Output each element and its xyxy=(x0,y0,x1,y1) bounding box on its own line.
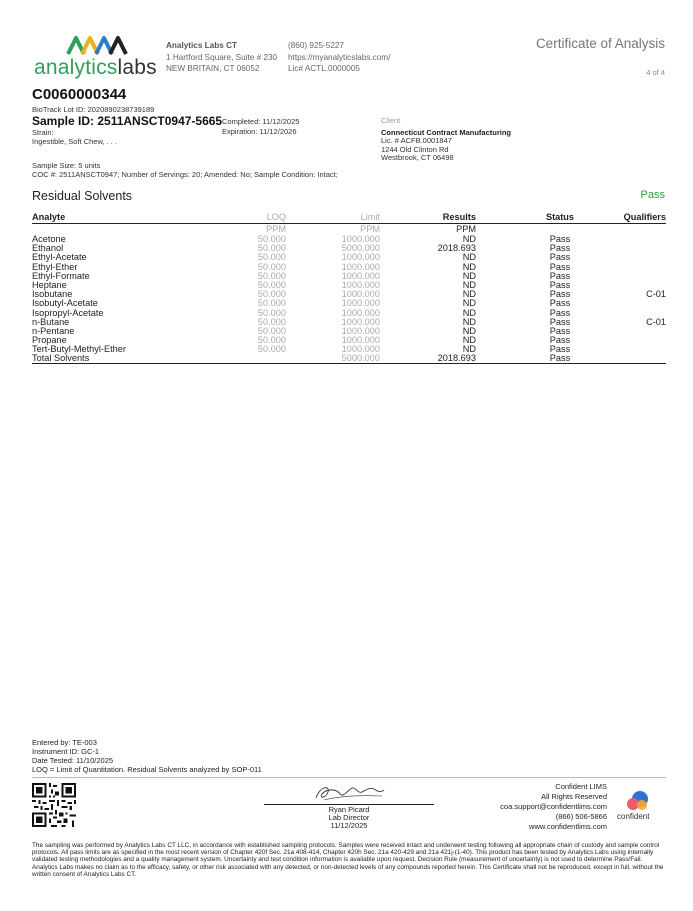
biotrack-lot-id: BioTrack Lot ID: 2020890238739189 xyxy=(32,105,155,114)
lims-name: Confident LIMS xyxy=(555,782,607,791)
section-title: Residual Solvents xyxy=(32,189,133,203)
cell-analyte: Acetone xyxy=(32,234,66,244)
cell-limit: 1000.000 xyxy=(341,335,380,346)
lims-phone: (866) 506-5866 xyxy=(555,812,607,821)
cell-limit: 1000.000 xyxy=(341,289,380,300)
cell-limit: 1000.000 xyxy=(341,325,380,336)
cell-status: Pass xyxy=(549,307,571,318)
cell-status: Pass xyxy=(549,325,571,336)
cell-limit: 1000.000 xyxy=(341,316,380,327)
cell-result: ND xyxy=(462,316,476,327)
residual-solvents-table xyxy=(32,212,666,364)
cell-analyte: Isopropyl-Acetate xyxy=(32,307,104,318)
col-analyte: Analyte xyxy=(32,212,66,222)
cell-limit: 1000.000 xyxy=(341,270,380,281)
loq-note: LOQ = Limit of Quantitation. Residual Solvents analyzed by SOP-011 xyxy=(32,765,262,774)
cell-limit: 1000.000 xyxy=(341,344,380,355)
cell-result: ND xyxy=(462,261,476,272)
document-id: C0060000344 xyxy=(32,86,127,103)
cell-limit: 1000.000 xyxy=(341,261,380,272)
unit-limit: PPM xyxy=(360,224,380,234)
client-license: Lic. # ACFB.0001847 xyxy=(381,136,452,146)
cell-analyte: n-Butane xyxy=(32,316,70,327)
cell-limit: 1000.000 xyxy=(341,307,380,318)
cell-result: ND xyxy=(462,270,476,281)
page-number: 4 of 4 xyxy=(646,68,665,77)
cell-loq: 50.000 xyxy=(257,289,286,300)
certificate-title: Certificate of Analysis xyxy=(535,36,665,51)
footer-divider xyxy=(32,777,666,778)
confident-logo-word: confident xyxy=(617,812,650,821)
legal-disclaimer: The sampling was performed by Analytics Labs CT LLC, in accordance with established sampling protocols. Samples were received intact and underwent testing following all appropriate chain of custody and sample control protocols. All pass limits are as specified in the most recent version of Chapter 420f Sec. 21a 408-414, Chapter 420h Sec. 21a 420-429 and 21a 421j-(1-40). This product has been tested by Analytics Labs using internally validated testing methodologies and a quality management system. Uncertainty and test condition information is available upon request. Decision Rule (measurement of uncertainty) is not used to determine Pass/Fail. Analytics Labs makes no claim as to the efficacy, safety, or other risk associated with any detected, or non-detected levels of any compounds reported herein. This Certificate shall not be reproduced, except in full, without the written consent of Analytics Labs CT. xyxy=(32,842,664,878)
cell-qualifier: C-01 xyxy=(646,289,666,300)
cell-analyte: Ethanol xyxy=(32,243,64,254)
cell-loq: 50.000 xyxy=(257,234,286,244)
cell-analyte: n-Pentane xyxy=(32,325,75,336)
cell-status: Pass xyxy=(549,234,571,244)
lab-license: Lic# ACTL.0000005 xyxy=(288,64,360,73)
cell-analyte: Tert-Butyl-Methyl-Ether xyxy=(32,344,126,355)
cell-loq: 50.000 xyxy=(257,344,286,355)
cell-result: ND xyxy=(462,325,476,336)
lab-contact xyxy=(288,40,390,75)
cell-status: Pass xyxy=(549,353,571,364)
coc-line: COC #: 2511ANSCT0947; Number of Servings: 20; Amended: No; Sample Condition: Intact; xyxy=(32,170,338,179)
cell-loq: 50.000 xyxy=(257,316,286,327)
unit-results: PPM xyxy=(456,224,476,234)
cell-limit: 5000.000 xyxy=(341,243,380,254)
section-status-badge: Pass xyxy=(640,189,665,201)
col-qualifiers: Qualifiers xyxy=(623,212,666,222)
client-address-line1: 1244 Old Clinton Rd xyxy=(381,144,449,154)
lab-phone: (860) 925-5227 xyxy=(288,41,344,50)
cell-result: ND xyxy=(462,307,476,318)
cell-limit: 1000.000 xyxy=(341,298,380,309)
lab-info xyxy=(166,40,277,75)
col-status: Status xyxy=(545,212,575,222)
cell-result: 2018.693 xyxy=(437,243,476,254)
cell-status: Pass xyxy=(549,243,571,254)
table-row xyxy=(32,354,666,363)
cell-status: Pass xyxy=(549,252,571,263)
lims-info xyxy=(500,782,607,832)
lims-website[interactable]: www.confidentlims.com xyxy=(529,822,607,831)
entered-by: Entered by: TE-003 xyxy=(32,738,97,747)
cell-result: ND xyxy=(462,289,476,300)
logo-mark-icon xyxy=(66,34,128,56)
col-loq: LOQ xyxy=(266,212,286,222)
cell-loq: 50.000 xyxy=(257,335,286,346)
client-address-line2: Westbrook, CT 06498 xyxy=(381,153,454,163)
strain-info xyxy=(32,128,117,146)
cell-result: ND xyxy=(462,252,476,263)
client-name: Connecticut Contract Manufacturing xyxy=(381,127,512,137)
cell-result: ND xyxy=(462,279,476,290)
cell-result: ND xyxy=(462,298,476,309)
cell-status: Pass xyxy=(549,335,571,346)
cell-limit: 1000.000 xyxy=(341,252,380,263)
signatory-info xyxy=(264,806,434,830)
cell-status: Pass xyxy=(549,316,571,327)
cell-result: ND xyxy=(462,344,476,355)
cell-analyte: Isobutyl-Acetate xyxy=(32,298,98,309)
signatory-title: Lab Director xyxy=(328,813,370,822)
cell-qualifier: C-01 xyxy=(646,316,666,327)
cell-analyte: Total Solvents xyxy=(32,353,90,364)
confident-logo-icon xyxy=(625,790,651,812)
qr-code-icon[interactable] xyxy=(32,783,76,827)
completed-date: Completed: 11/12/2025 xyxy=(222,117,300,126)
cell-analyte: Isobutane xyxy=(32,289,73,300)
sample-size: Sample Size: 5 units xyxy=(32,161,101,170)
cell-result: ND xyxy=(462,234,476,244)
cell-status: Pass xyxy=(549,270,571,281)
cell-status: Pass xyxy=(549,289,571,300)
signatory-name: Ryan Picard xyxy=(328,805,370,814)
cell-status: Pass xyxy=(549,261,571,272)
unit-loq: PPM xyxy=(266,224,286,234)
table-header xyxy=(32,212,666,224)
cell-analyte: Propane xyxy=(32,335,67,346)
signature-image xyxy=(264,782,434,804)
cell-analyte: Heptane xyxy=(32,279,67,290)
lims-rights: All Rights Reserved xyxy=(541,792,607,801)
sample-details xyxy=(32,161,338,179)
col-limit: Limit xyxy=(360,212,380,222)
strain-value: Ingestible, Soft Chew, . . . xyxy=(32,137,118,146)
logo-wordmark: analyticslabs xyxy=(34,56,157,79)
cell-loq: 50.000 xyxy=(257,252,286,263)
cell-analyte: Ethyl-Acetate xyxy=(32,252,87,263)
confident-logo xyxy=(617,790,659,824)
table-body xyxy=(32,235,666,364)
cell-limit: 5000.000 xyxy=(341,353,380,364)
expiration-date: Expiration: 11/12/2026 xyxy=(222,127,297,136)
signature-date: 11/12/2025 xyxy=(330,821,368,830)
strain-label: Strain: xyxy=(32,128,54,137)
cell-loq: 50.000 xyxy=(257,243,286,254)
sample-dates xyxy=(222,117,299,137)
col-results: Results xyxy=(442,212,476,222)
cell-status: Pass xyxy=(549,344,571,355)
client-info xyxy=(381,117,511,163)
company-logo xyxy=(34,34,158,82)
lims-email[interactable]: coa.support@confidentlims.com xyxy=(500,802,607,811)
lab-name: Analytics Labs CT xyxy=(166,41,237,50)
cell-analyte: Ethyl-Ether xyxy=(32,261,78,272)
cell-loq: 50.000 xyxy=(257,261,286,272)
test-notes xyxy=(32,738,262,774)
instrument-id: Instrument ID: GC-1 xyxy=(32,747,100,756)
cell-limit: 1000.000 xyxy=(341,279,380,290)
cell-loq: 50.000 xyxy=(257,325,286,336)
cell-loq: 50.000 xyxy=(257,270,286,281)
lab-website[interactable]: https://myanalyticslabs.com/ xyxy=(288,52,391,62)
sample-id: Sample ID: 2511ANSCT0947-5665 xyxy=(32,114,223,128)
cell-limit: 1000.000 xyxy=(341,234,380,244)
cell-status: Pass xyxy=(549,298,571,309)
cell-status: Pass xyxy=(549,279,571,290)
lab-address-line1: 1 Hartford Square, Suite # 230 xyxy=(166,52,278,62)
lab-address-line2: NEW BRITAIN, CT 06052 xyxy=(166,64,260,73)
cell-analyte: Ethyl-Formate xyxy=(32,270,90,281)
date-tested: Date Tested: 11/10/2025 xyxy=(32,756,114,765)
client-label: Client xyxy=(381,116,401,125)
cell-result: 2018.693 xyxy=(437,353,476,364)
cell-result: ND xyxy=(462,335,476,346)
cell-loq: 50.000 xyxy=(257,279,286,290)
cell-loq: 50.000 xyxy=(257,307,286,318)
signature-block xyxy=(264,782,434,828)
cell-loq: 50.000 xyxy=(257,298,286,309)
